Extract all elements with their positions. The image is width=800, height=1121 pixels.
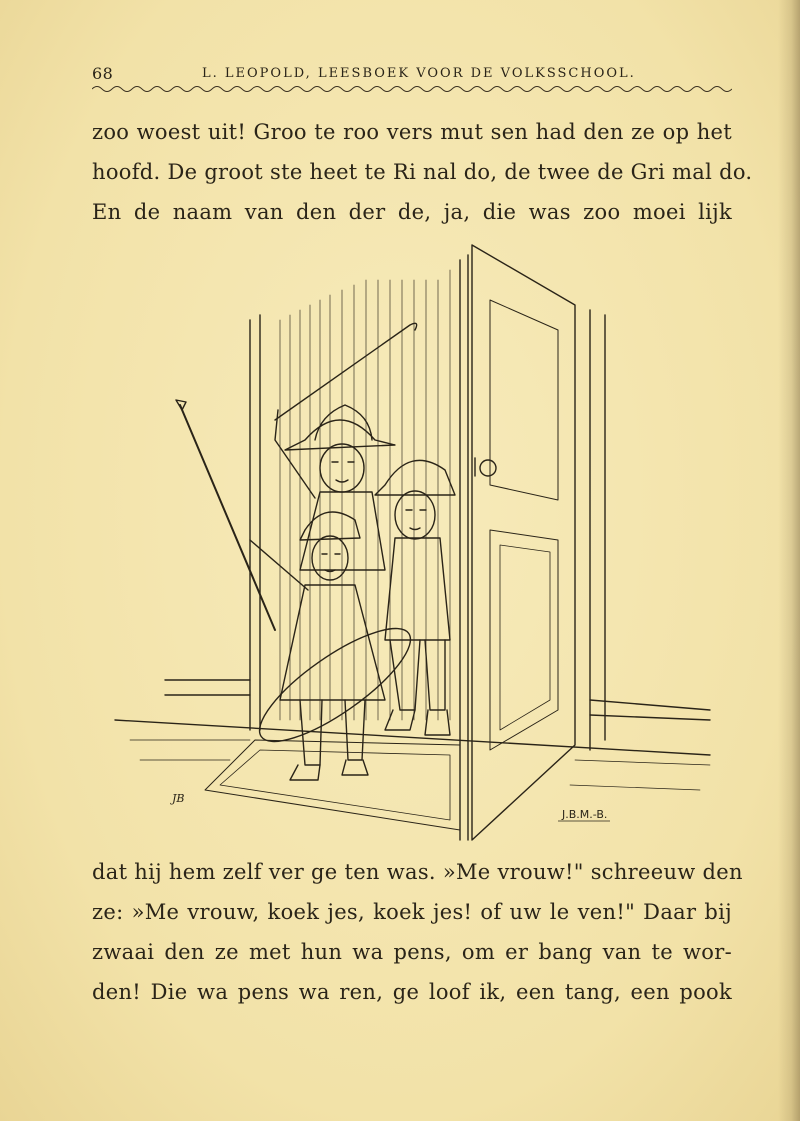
text-line: zwaai den ze met hun wa pens, om er bang van te wor- xyxy=(92,940,732,964)
illustration-monogram: JB xyxy=(172,792,185,805)
text-line: zoo woest uit! Groo te roo vers mut sen had den ze op het xyxy=(92,120,732,144)
page-edge-shadow xyxy=(778,0,800,1121)
text-line: den! Die wa pens wa ren, ge loof ik, een tang, een pook xyxy=(92,980,732,1004)
page-header xyxy=(92,64,732,86)
text-line: dat hij hem zelf ver ge ten was. »Me vrouw!" schreeuw den xyxy=(92,860,743,884)
running-head: L. LEOPOLD, LEESBOEK VOOR DE VOLKSSCHOOL. xyxy=(202,66,636,81)
text-line: En de naam van den der de, ja, die was zoo moei lijk xyxy=(92,200,732,224)
illustration-signature: J.B.M.-B. xyxy=(562,808,608,821)
page-number: 68 xyxy=(92,64,114,83)
wavy-rule xyxy=(92,84,732,94)
text-line: hoofd. De groot ste heet te Ri nal do, de twee de Gri mal do. xyxy=(92,160,753,184)
illustration-children-at-door xyxy=(110,240,720,850)
text-line: ze: »Me vrouw, koek jes, koek jes! of uw le ven!" Daar bij xyxy=(92,900,732,924)
